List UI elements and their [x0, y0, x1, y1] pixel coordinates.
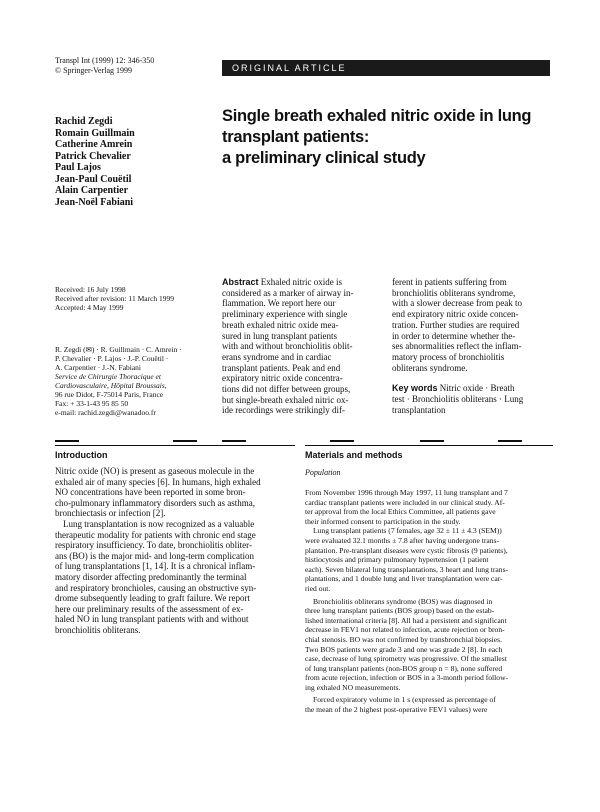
author-name: Romain Guillmain: [55, 127, 135, 139]
abstract-column-1: [222, 277, 380, 416]
abstract-text: Exhaled nitric oxide is: [260, 277, 342, 287]
author-name: Patrick Chevalier: [55, 150, 131, 162]
corr-line: R. Zegdi (✉) · R. Guillmain · C. Amrein ·: [55, 345, 182, 354]
body-line: bronchiolitis obliterans.: [55, 624, 141, 635]
methods-text: [305, 488, 555, 715]
body-line: three lung transplant patients (BOS group) based on the estab-: [305, 606, 495, 616]
received-dates: [55, 285, 215, 312]
received-date: Received: 16 July 1998: [55, 285, 126, 294]
body-line: each). Seven bilateral lung transplantations, 3 heart and lung trans-: [305, 564, 509, 574]
corr-line: Cardiovasculaire, Hôpital Broussais,: [55, 381, 167, 390]
intro-text: [55, 466, 295, 636]
article-type-banner: ORIGINAL ARTICLE: [222, 60, 550, 76]
body-line: case, decrease of lung spirometry was progressive. Of the smallest: [305, 654, 507, 664]
author-name: Jean-Paul Couëtil: [55, 173, 132, 185]
abstract-line: but single-breath exhaled nitric ox-: [222, 394, 349, 405]
body-line: Lung transplantation is now recognized as a valuable: [63, 518, 255, 529]
body-line: lished international criteria [8]. All had a persistent and significant: [305, 615, 507, 625]
body-line: therapeutic modality for patients with chronic end stage: [55, 529, 256, 540]
journal-citation: [55, 56, 154, 76]
body-line: bronchiectasis or infection [2].: [55, 508, 166, 519]
body-line: exhaled air of many species [6]. In humans, high exhaled: [55, 476, 261, 487]
author-name: Rachid Zegdi: [55, 116, 113, 127]
body-line: of lung transplantations [1, 14]. It is a chronical inflam-: [55, 561, 256, 572]
keywords-label: Key words: [392, 383, 438, 394]
abstract-line: breath exhaled nitric oxide mea-: [222, 319, 339, 330]
body-line: Forced expiratory volume in 1 s (expressed as percentage of: [313, 695, 496, 705]
author-name: Jean-Noël Fabiani: [55, 196, 134, 208]
abstract-line: tions did not differ between groups,: [222, 384, 351, 395]
corr-line: 96 rue Didot, F-75014 Paris, France: [55, 390, 164, 399]
corr-line: A. Carpentier · J.-N. Fabiani: [55, 363, 142, 372]
body-line: NO concentrations have been reported in some bron-: [55, 487, 246, 498]
body-line: plantations, and 1 double lung and liver transplantation were car-: [305, 574, 503, 584]
author-name: Catherine Amrein: [55, 139, 133, 150]
keywords-text: Nitric oxide · Breath: [439, 383, 515, 394]
abstract-line: considered as a marker of airway in-: [222, 287, 354, 298]
abstract-line: expiratory nitric oxide concentra-: [222, 373, 343, 384]
divider: [55, 445, 295, 446]
body-line: cho-pulmonary inflammatory disorders such as asthma,: [55, 497, 255, 508]
body-line: drome subsequently leading to graft failure. We report: [55, 593, 251, 604]
methods-heading: Materials and methods: [305, 450, 403, 460]
abstract-line: flammation. We report here our: [222, 298, 336, 309]
abstract-line: in order to determine whether the-: [392, 330, 516, 341]
abstract-line: end expiratory nitric oxide concen-: [392, 309, 519, 320]
body-line: were evaluated 32.1 months ± 7.8 after having undergone trans-: [305, 535, 500, 545]
abstract-first-line: [222, 277, 380, 288]
abstract-line: with a slower decrease from peak to: [392, 298, 522, 309]
title-line: Single breath exhaled nitric oxide in lung: [222, 107, 532, 125]
author-name: Alain Carpentier: [55, 185, 129, 196]
corr-email: e-mail: rachid.zegdi@wanadoo.fr: [55, 408, 156, 417]
title-line: transplant patients:: [222, 128, 370, 146]
intro-heading: Introduction: [55, 450, 108, 460]
article-title: [222, 106, 552, 169]
abstract-line: ses abnormalities reflect the inflam-: [392, 341, 522, 352]
body-line: plantation. Pre-transplant diseases were cystic fibrosis (9 patients),: [305, 545, 508, 555]
body-line: ried out.: [305, 583, 331, 593]
body-line: Two BOS patients were grade 3 and one was grade 2 [8]. In each: [305, 644, 503, 654]
body-line: the mean of the 2 highest post-operative FEV1 values) were: [305, 705, 488, 715]
author-name: Paul Lajos: [55, 162, 101, 173]
author-list: [55, 116, 135, 208]
abstract-line: ferent in patients suffering from: [392, 277, 507, 287]
citation-line: Transpl Int (1999) 12: 346-350: [55, 56, 155, 65]
abstract-line: bronchiolitis obliterans syndrome,: [392, 287, 516, 298]
body-line: here our preliminary results of the assessment of ex-: [55, 603, 244, 614]
abstract-line: sured in lung transplant patients: [222, 330, 337, 341]
divider: [305, 445, 553, 446]
corr-line: P. Chevalier · P. Lajos · J.-P. Couëtil ·: [55, 354, 169, 363]
body-line: haled NO in lung transplant patients with and without: [55, 614, 249, 625]
correspondence-address: [55, 345, 225, 417]
corr-line: Fax: + 33-1-43 95 85 50: [55, 399, 129, 408]
body-line: chial stenosis. BO was not confirmed by transbronchial biopsies.: [305, 634, 502, 644]
corr-line: Service de Chirurgie Thoracique et: [55, 372, 161, 381]
abstract-line: obliterans syndrome.: [392, 362, 468, 373]
divider: [330, 440, 354, 442]
abstract-line: matory process of bronchiolitis: [392, 351, 505, 362]
body-line: from acute rejection, infection or BOS in a 3-month period follow-: [305, 673, 509, 683]
abstract-line: with and without bronchiolitis oblit-: [222, 341, 353, 352]
divider: [498, 440, 522, 442]
title-line: a preliminary clinical study: [222, 149, 426, 167]
spacer: [392, 373, 550, 383]
abstract-line: erans syndrome and in cardiac: [222, 351, 332, 362]
body-line: Bronchiolitis obliterans syndrome (BOS) was diagnosed in: [313, 596, 493, 606]
divider: [222, 440, 246, 442]
revised-date: Received after revision: 11 March 1999: [55, 294, 175, 303]
body-line: Lung transplant patients (7 females, age 32 ± 11 ± 4.3 (SEM)): [313, 526, 502, 536]
abstract-line: ide recordings were strikingly dif-: [222, 405, 345, 416]
body-line: of lung transplant patients (non-BOS group n = 8), none suffered: [305, 663, 503, 673]
abstract-column-2: [392, 277, 550, 415]
abstract-line: tration. Further studies are required: [392, 319, 520, 330]
body-line: From November 1996 through May 1997, 11 lung transplant and 7: [305, 488, 508, 497]
abstract-line: transplant patients. Peak and end: [222, 362, 341, 373]
body-line: histiocytosis and primary pulmonary hypertension (1 patient: [305, 555, 489, 565]
body-line: their informed consent to participation in the study.: [305, 516, 461, 526]
copyright-line: © Springer-Verlag 1999: [55, 66, 133, 75]
keywords-line: transplantation: [392, 404, 446, 415]
accepted-date: Accepted: 4 May 1999: [55, 303, 124, 312]
body-line: Nitric oxide (NO) is present as gaseous molecule in the: [55, 466, 255, 476]
keywords-line: test · Bronchiolitis obliterans · Lung: [392, 394, 524, 405]
body-line: and respiratory bronchioles, causing an obstructive syn-: [55, 582, 257, 593]
divider: [420, 440, 444, 442]
body-line: cardiac transplant patients were included in our clinical study. Af-: [305, 497, 505, 507]
population-subheading: Population: [305, 468, 341, 477]
body-line: respiratory insufficiency. To date, bronchiolitis obliter-: [55, 540, 252, 551]
body-line: ing exhaled NO measurements.: [305, 682, 401, 692]
body-line: ter approval from the local Ethics Committee, all patients gave: [305, 507, 496, 517]
keywords-first-line: [392, 383, 550, 394]
abstract-line: preliminary experience with single: [222, 309, 348, 320]
body-line: ans (BO) is the major mid- and long-term complication: [55, 550, 254, 561]
divider: [55, 440, 79, 442]
abstract-label: Abstract: [222, 277, 259, 287]
divider: [173, 440, 197, 442]
body-line: decrease in FEV1 not related to infection, acute rejection or bron-: [305, 625, 505, 635]
body-line: matory disorder affecting predominantly the terminal: [55, 571, 247, 582]
